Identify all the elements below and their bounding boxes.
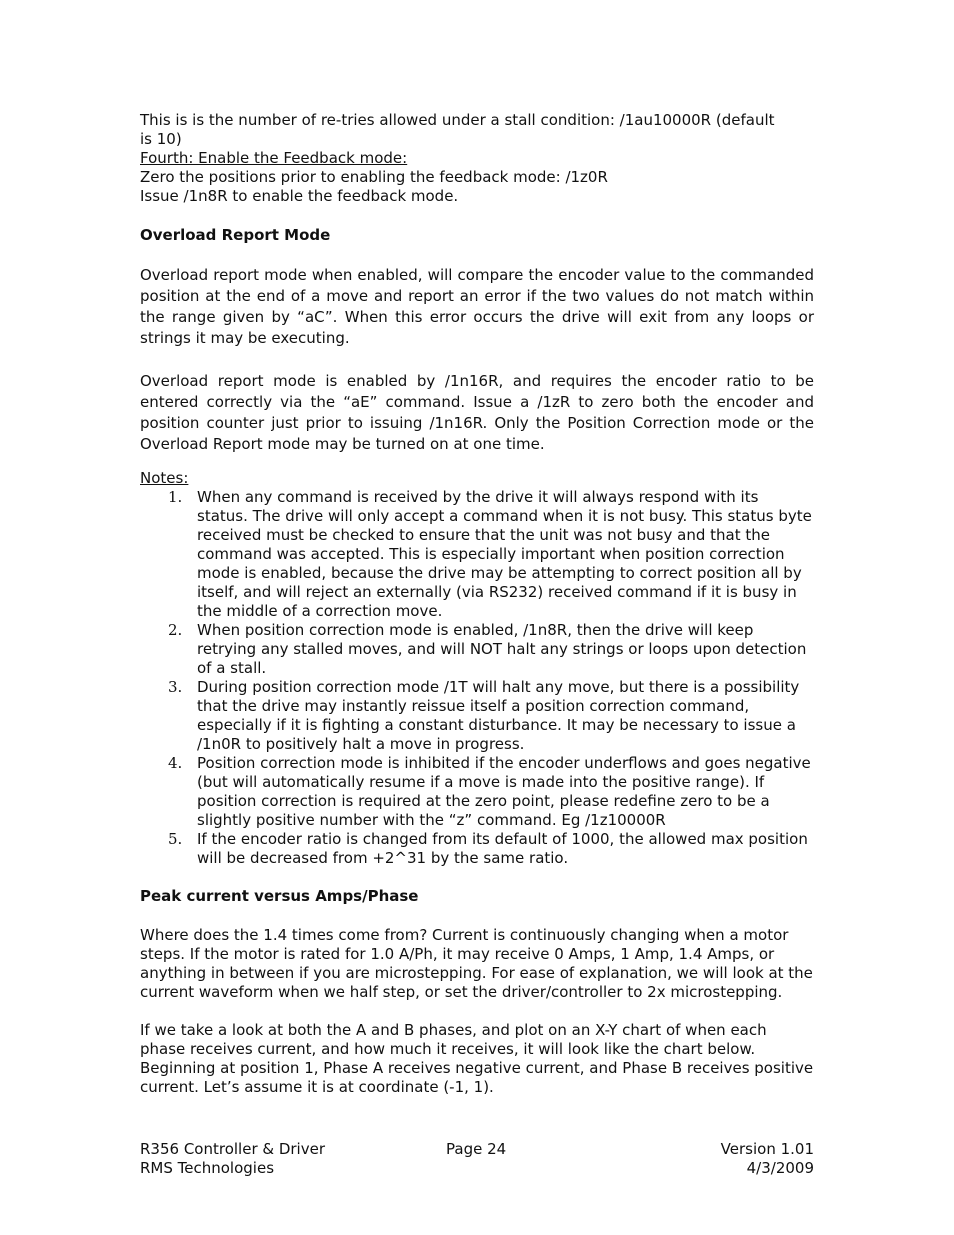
note-text: When any command is received by the drive it will always respond with its status. The drive will only accept a command when it is not busy. This status byte received must be checked to ensure that the unit was not busy and that the command was accepted. This is especially important when position correction mode is enabled, because the drive may be attempting to correct position all by itself, and will reject an externally (via RS232) received command if it is busy in the middle of a correction move. (197, 488, 812, 620)
note-number: 5. (168, 830, 183, 848)
list-item (140, 830, 814, 868)
page-number: Page 24 (446, 1140, 507, 1158)
footer-product: R356 Controller & Driver (140, 1140, 325, 1158)
notes-list (140, 488, 814, 868)
note-text: During position correction mode /1T will halt any move, but there is a possibility that the drive may instantly reissue itself a position correction command, especially if it is fighting a constant disturbance. It may be necessary to issue a /1n0R to positively halt a move in progress. (197, 678, 800, 753)
list-item (140, 678, 814, 754)
note-number: 2. (168, 621, 183, 639)
note-text: Position correction mode is inhibited if the encoder underflows and goes negative (but will automatically resume if a move is made into the positive range). If position correction is required at the zero point, please redefine zero to be a slightly positive number with the “z” command. Eg /1z10000R (197, 754, 811, 829)
notes-title: Notes: (140, 469, 189, 487)
footer-date: 4/3/2009 (746, 1159, 814, 1177)
peak-paragraph-2: If we take a look at both the A and B phases, and plot on an X-Y chart of when each phase receives current, and how much it receives, it will look like the chart below. Beginning at position 1, Phase A receives negative current, and Phase B receives positive current. Let’s assume it is at coordinate (-1, 1). (140, 1021, 814, 1096)
list-item (140, 754, 814, 830)
peak-current-heading: Peak current versus Amps/Phase (140, 887, 419, 905)
note-number: 1. (168, 488, 183, 506)
overload-heading: Overload Report Mode (140, 226, 331, 244)
footer-version: Version 1.01 (720, 1140, 814, 1158)
intro-line-4: Issue /1n8R to enable the feedback mode. (140, 187, 459, 205)
footer-left (140, 1140, 325, 1178)
note-number: 3. (168, 678, 183, 696)
note-text: If the encoder ratio is changed from its default of 1000, the allowed max position will be decreased from +2^31 by the same ratio. (197, 830, 808, 867)
document-body (140, 111, 814, 1116)
footer-company: RMS Technologies (140, 1159, 275, 1177)
intro-line-3: Zero the positions prior to enabling the feedback mode: /1z0R (140, 168, 608, 186)
intro-line-2: is 10) (140, 130, 182, 148)
note-number: 4. (168, 754, 183, 772)
fourth-step-heading: Fourth: Enable the Feedback mode: (140, 149, 408, 167)
list-item (140, 488, 814, 621)
overload-paragraph-1: Overload report mode when enabled, will compare the encoder value to the commanded position at the end of a move and report an error if the two values do not match within the range given by “aC”. When this error occurs the drive will exit from any loops or strings it may be executing. (140, 266, 814, 347)
peak-paragraph-1: Where does the 1.4 times come from? Current is continuously changing when a motor steps. If the motor is rated for 1.0 A/Ph, it may receive 0 Amps, 1 Amp, 1.4 Amps, or anything in between if you are microstepping. For ease of explanation, we will look at the current waveform when we half step, or set the driver/controller to 2x microstepping. (140, 926, 813, 1001)
list-item (140, 621, 814, 678)
intro-line-1: This is is the number of re-tries allowed under a stall condition: /1au10000R (default (140, 111, 775, 129)
footer-right (721, 1140, 814, 1178)
overload-paragraph-2: Overload report mode is enabled by /1n16R, and requires the encoder ratio to be entered correctly via the “aE” command. Issue a /1zR to zero both the encoder and position counter just prior to issuing /1n16R. Only the Position Correction mode or the Overload Report mode may be turned on at one time. (140, 372, 814, 453)
note-text: When position correction mode is enabled, /1n8R, then the drive will keep retrying any stalled moves, and will NOT halt any strings or loops upon detection of a stall. (197, 621, 807, 677)
